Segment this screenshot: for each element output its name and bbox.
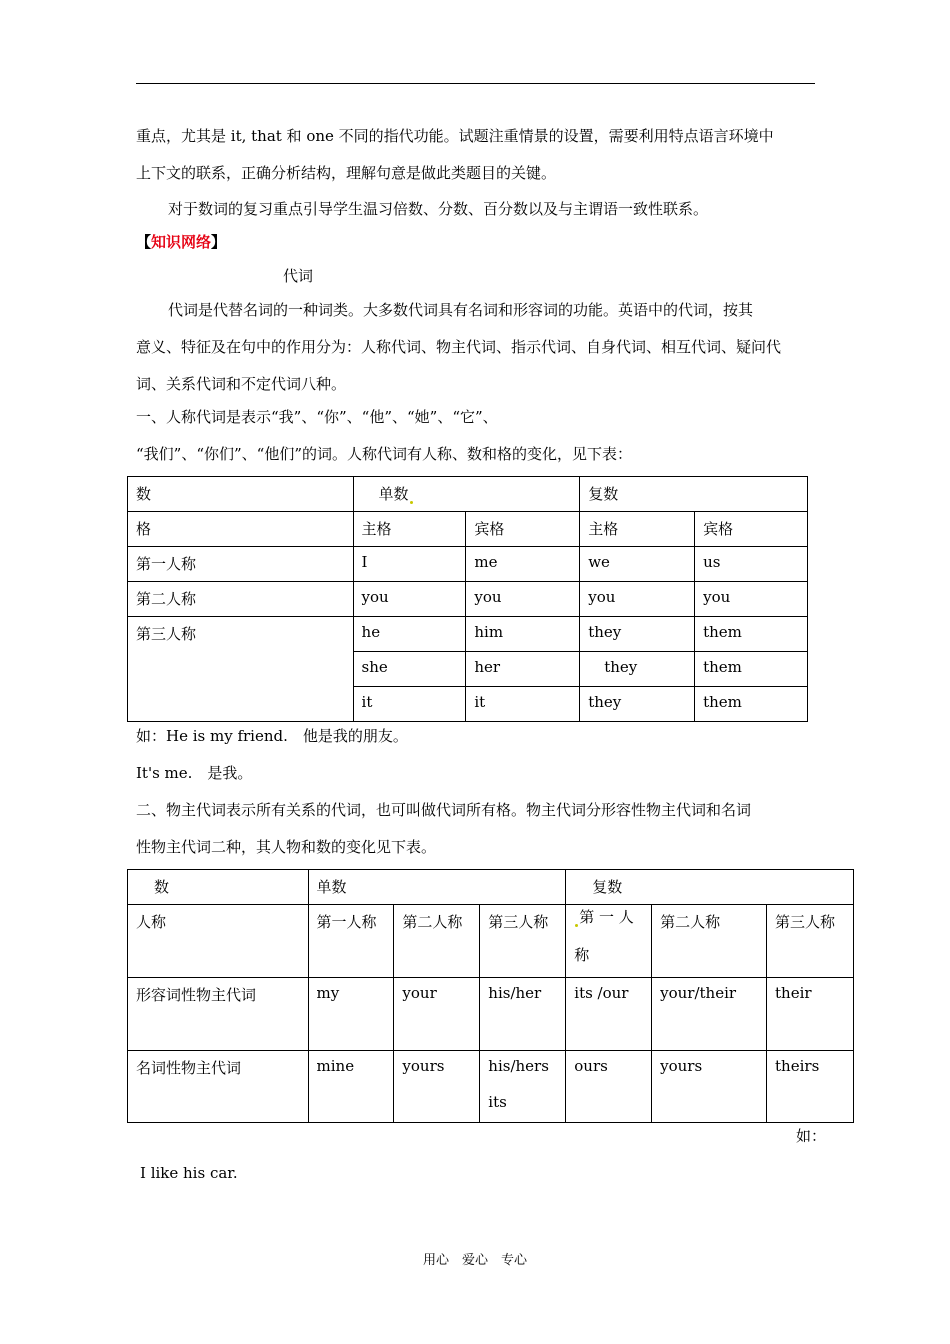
- header-first-person-plural-a-text: 第 一 人: [579, 908, 634, 926]
- header-subjective: 主格: [580, 512, 695, 547]
- cell: me: [466, 547, 580, 582]
- header-plural: 复数: [580, 477, 808, 512]
- header-number: 数: [128, 477, 354, 512]
- header-objective: 宾格: [466, 512, 580, 547]
- cell: it: [353, 687, 466, 722]
- possessive-example-label: 如：: [796, 1127, 827, 1145]
- personal-example-2: It's me. 是我。: [136, 764, 253, 782]
- possessive-line-2: 性物主代词二种，其人物和数的变化见下表。: [136, 838, 437, 856]
- cell: ours: [566, 1051, 652, 1123]
- cell: you: [695, 582, 808, 617]
- row-label: 第三人称: [128, 617, 354, 722]
- header-first-person-plural-a: [574, 907, 643, 927]
- bracket-close: 】: [211, 233, 227, 251]
- row-label: 第二人称: [128, 582, 354, 617]
- pronoun-title: 代词: [283, 267, 314, 285]
- cell: them: [695, 617, 808, 652]
- pronoun-desc-line-3: 词、关系代词和不定代词八种。: [136, 375, 347, 393]
- table-row: [128, 547, 808, 582]
- cell-line: its: [488, 1093, 507, 1111]
- cell: they: [580, 617, 695, 652]
- cell: theirs: [767, 1051, 854, 1123]
- header-case: 格: [128, 512, 354, 547]
- table-row: [128, 477, 808, 512]
- header-second-person-plural: 第二人称: [652, 905, 767, 978]
- cell: mine: [308, 1051, 394, 1123]
- header-first-person-plural-b: 称: [574, 946, 590, 964]
- header-second-person: 第二人称: [394, 905, 480, 978]
- cell: their: [767, 978, 854, 1051]
- table-row: [128, 582, 808, 617]
- header-singular: 单数: [308, 870, 566, 905]
- cell: them: [695, 687, 808, 722]
- header-person: 人称: [128, 905, 309, 978]
- personal-example-1: 如：He is my friend. 他是我的朋友。: [136, 727, 408, 745]
- table-row: [128, 1051, 854, 1123]
- cell-line: his/hers: [488, 1057, 549, 1075]
- header-singular-text: 单数: [378, 485, 409, 503]
- cell: they: [580, 652, 695, 687]
- cell: my: [308, 978, 394, 1051]
- cell: your/their: [652, 978, 767, 1051]
- cell: us: [695, 547, 808, 582]
- cell: we: [580, 547, 695, 582]
- section-heading: [136, 232, 226, 252]
- header-number: 数: [128, 870, 309, 905]
- cell: you: [466, 582, 580, 617]
- cell: I: [353, 547, 466, 582]
- cell: you: [580, 582, 695, 617]
- table-row: [128, 617, 808, 652]
- cell: yours: [652, 1051, 767, 1123]
- row-label: 形容词性物主代词: [128, 978, 309, 1051]
- pronoun-desc-line-1: 代词是代替名词的一种词类。大多数代词具有名词和形容词的功能。英语中的代词，按其: [168, 301, 754, 319]
- pronoun-desc-line-2: 意义、特征及在句中的作用分为：人称代词、物主代词、指示代词、自身代词、相互代词、疑问代: [136, 338, 782, 356]
- mark-dot: [575, 924, 578, 927]
- cell: they: [580, 687, 695, 722]
- personal-line-2: “我们”、“你们”、“他们”的词。人称代词有人称、数和格的变化，见下表：: [136, 445, 633, 463]
- cell: him: [466, 617, 580, 652]
- header-third-person: 第三人称: [480, 905, 566, 978]
- cell: yours: [394, 1051, 480, 1123]
- header-objective: 宾格: [695, 512, 808, 547]
- header-subjective: 主格: [353, 512, 466, 547]
- cell: his/her: [480, 978, 566, 1051]
- cell: it: [466, 687, 580, 722]
- table-row: [128, 870, 854, 905]
- row-label: 名词性物主代词: [128, 1051, 309, 1123]
- personal-pronoun-table: [127, 476, 808, 722]
- intro-line-1: 重点，尤其是 it, that 和 one 不同的指代功能。试题注重情景的设置，需要利用特点语言环境中: [136, 127, 774, 145]
- table-row: [128, 978, 854, 1051]
- page-footer: 用心 爱心 专心: [422, 1253, 527, 1268]
- header-singular: [353, 477, 580, 512]
- intro-line-2: 上下文的联系，正确分析结构，理解句意是做此类题目的关键。: [136, 164, 557, 182]
- possessive-line-1: 二、物主代词表示所有关系的代词，也可叫做代词所有格。物主代词分形容性物主代词和名词: [136, 801, 752, 819]
- cell: he: [353, 617, 466, 652]
- mark-dot: [410, 501, 413, 504]
- cell: you: [353, 582, 466, 617]
- cell: [480, 1051, 566, 1123]
- cell: she: [353, 652, 466, 687]
- cell: them: [695, 652, 808, 687]
- cell: its /our: [566, 978, 652, 1051]
- table-row: [128, 512, 808, 547]
- table-row: [128, 905, 854, 978]
- section-heading-text: 知识网络: [151, 233, 212, 251]
- header-plural: 复数: [566, 870, 854, 905]
- intro-line-3: 对于数词的复习重点引导学生温习倍数、分数、百分数以及与主谓语一致性联系。: [168, 200, 709, 218]
- header-first-person: 第一人称: [308, 905, 394, 978]
- possessive-example-1: I like his car.: [140, 1164, 238, 1182]
- cell: your: [394, 978, 480, 1051]
- possessive-pronoun-table: [127, 869, 854, 1123]
- cell: her: [466, 652, 580, 687]
- personal-line-1: 一、人称代词是表示“我”、“你”、“他”、“她”、“它”、: [136, 408, 498, 426]
- header-rule: [136, 83, 815, 84]
- bracket-open: 【: [136, 233, 152, 251]
- row-label: 第一人称: [128, 547, 354, 582]
- header-third-person-plural: 第三人称: [767, 905, 854, 978]
- header-first-person-plural: [566, 905, 652, 978]
